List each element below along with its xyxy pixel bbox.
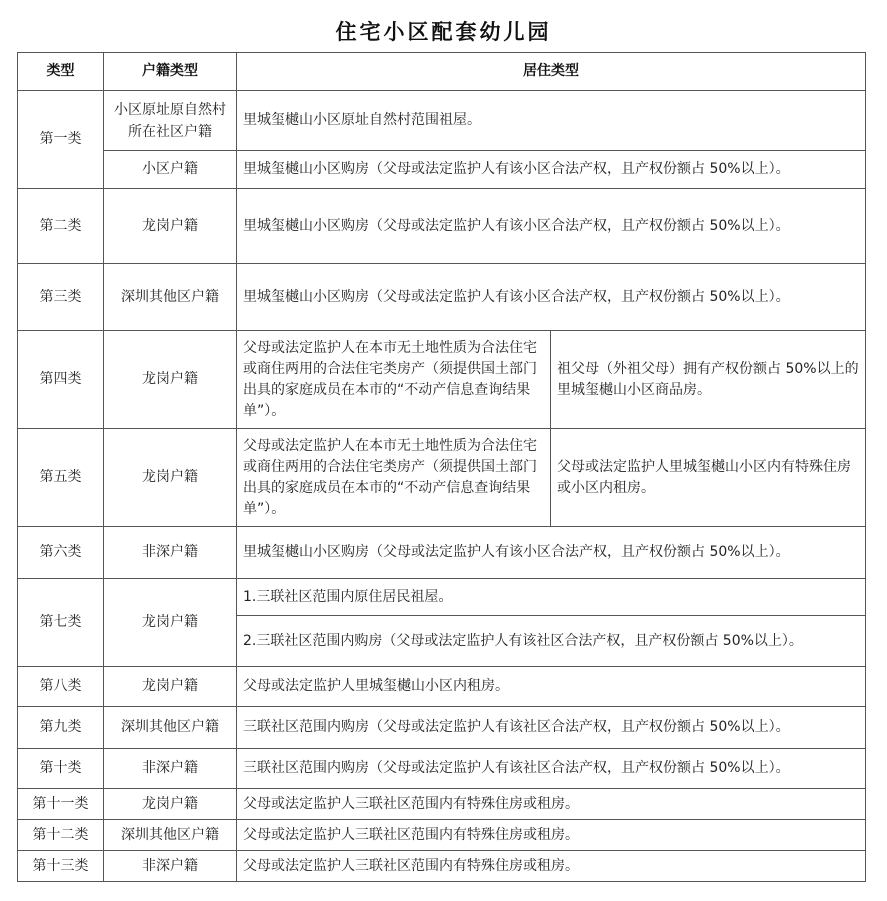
table-row <box>18 91 866 151</box>
residence-cell-right: 父母或法定监护人里城玺樾山小区内有特殊住房或小区内租房。 <box>551 429 866 527</box>
table-row <box>18 429 866 527</box>
header-hukou: 户籍类型 <box>104 53 237 91</box>
table-header-row <box>18 53 866 91</box>
hukou-cell: 深圳其他区户籍 <box>104 820 237 851</box>
hukou-cell: 深圳其他区户籍 <box>104 707 237 749</box>
residence-cell: 2.三联社区范围内购房（父母或法定监护人有该社区合法产权，且产权份额占 50%以上）。 <box>237 616 866 667</box>
category-cell: 第七类 <box>18 579 104 667</box>
hukou-cell: 龙岗户籍 <box>104 789 237 820</box>
residence-cell: 里城玺樾山小区购房（父母或法定监护人有该小区合法产权，且产权份额占 50%以上）。 <box>237 264 866 331</box>
category-cell: 第十三类 <box>18 851 104 882</box>
table-row <box>18 189 866 264</box>
hukou-cell: 龙岗户籍 <box>104 189 237 264</box>
category-cell: 第八类 <box>18 667 104 707</box>
hukou-cell: 非深户籍 <box>104 749 237 789</box>
category-cell: 第四类 <box>18 331 104 429</box>
category-cell: 第九类 <box>18 707 104 749</box>
category-cell: 第一类 <box>18 91 104 189</box>
residence-cell: 里城玺樾山小区购房（父母或法定监护人有该小区合法产权，且产权份额占 50%以上）。 <box>237 189 866 264</box>
table-row <box>18 579 866 616</box>
hukou-cell: 龙岗户籍 <box>104 331 237 429</box>
hukou-cell: 龙岗户籍 <box>104 579 237 667</box>
residence-cell: 1.三联社区范围内原住居民祖屋。 <box>237 579 866 616</box>
residence-cell-left: 父母或法定监护人在本市无土地性质为合法住宅或商住两用的合法住宅类房产（须提供国土部门出具的家庭成员在本市的“不动产信息查询结果单”）。 <box>237 429 551 527</box>
table-row <box>18 749 866 789</box>
category-cell: 第三类 <box>18 264 104 331</box>
residence-cell: 里城玺樾山小区原址自然村范围祖屋。 <box>237 91 866 151</box>
residence-cell: 里城玺樾山小区购房（父母或法定监护人有该小区合法产权，且产权份额占 50%以上）。 <box>237 151 866 189</box>
category-cell: 第十一类 <box>18 789 104 820</box>
table-row <box>18 331 866 429</box>
enrollment-table <box>17 52 866 882</box>
table-row <box>18 707 866 749</box>
residence-cell-left: 父母或法定监护人在本市无土地性质为合法住宅或商住两用的合法住宅类房产（须提供国土部门出具的家庭成员在本市的“不动产信息查询结果单”）。 <box>237 331 551 429</box>
hukou-cell: 非深户籍 <box>104 851 237 882</box>
table-row <box>18 151 866 189</box>
residence-cell: 里城玺樾山小区购房（父母或法定监护人有该小区合法产权，且产权份额占 50%以上）。 <box>237 527 866 579</box>
table-row <box>18 820 866 851</box>
category-cell: 第六类 <box>18 527 104 579</box>
residence-cell: 三联社区范围内购房（父母或法定监护人有该社区合法产权，且产权份额占 50%以上）。 <box>237 707 866 749</box>
hukou-cell: 小区原址原自然村所在社区户籍 <box>104 91 237 151</box>
hukou-cell: 非深户籍 <box>104 527 237 579</box>
table-row <box>18 264 866 331</box>
category-cell: 第二类 <box>18 189 104 264</box>
residence-cell: 父母或法定监护人里城玺樾山小区内租房。 <box>237 667 866 707</box>
residence-cell: 父母或法定监护人三联社区范围内有特殊住房或租房。 <box>237 789 866 820</box>
hukou-cell: 龙岗户籍 <box>104 429 237 527</box>
header-residence: 居住类型 <box>237 53 866 91</box>
residence-cell: 三联社区范围内购房（父母或法定监护人有该社区合法产权，且产权份额占 50%以上）。 <box>237 749 866 789</box>
residence-cell: 父母或法定监护人三联社区范围内有特殊住房或租房。 <box>237 851 866 882</box>
residence-cell: 父母或法定监护人三联社区范围内有特殊住房或租房。 <box>237 820 866 851</box>
page-title: 住宅小区配套幼儿园 <box>335 19 552 44</box>
category-cell: 第十二类 <box>18 820 104 851</box>
table-row <box>18 667 866 707</box>
residence-cell-right: 祖父母（外祖父母）拥有产权份额占 50%以上的里城玺樾山小区商品房。 <box>551 331 866 429</box>
table-row <box>18 527 866 579</box>
table-row <box>18 789 866 820</box>
category-cell: 第十类 <box>18 749 104 789</box>
hukou-cell: 小区户籍 <box>104 151 237 189</box>
category-cell: 第五类 <box>18 429 104 527</box>
hukou-cell: 深圳其他区户籍 <box>104 264 237 331</box>
table-row <box>18 851 866 882</box>
header-category: 类型 <box>18 53 104 91</box>
hukou-cell: 龙岗户籍 <box>104 667 237 707</box>
